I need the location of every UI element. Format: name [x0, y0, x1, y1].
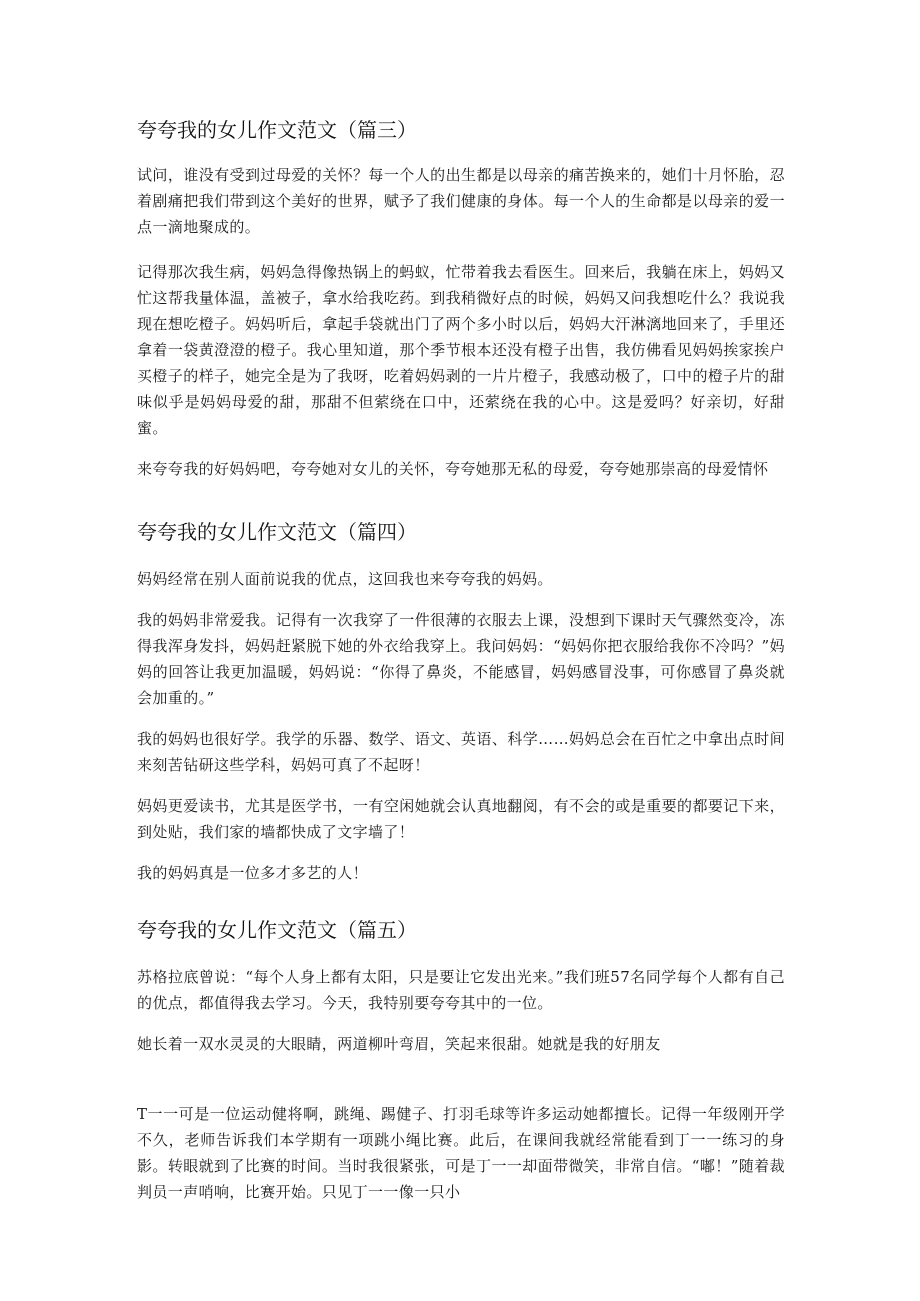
paragraph: T一一可是一位运动健将啊，跳绳、踢健子、打羽毛球等许多运动她都擅长。记得一年级刚开学不久，老师告诉我们本学期有一项跳小绳比赛。此后，在课间我就经常能看到丁一一练习的身影。转眼就到了比赛的时间。当时我很紧张，可是丁一一却面带微笑，非常自信。“嘟！”随着裁判员一声哨响，比赛开始。只见丁一一像一只小 — [137, 1105, 785, 1201]
document-body — [137, 110, 785, 1205]
paragraph: 苏格拉底曾说：“每个人身上都有太阳，只是要让它发出光来。”我们班57名同学每个人都有自己的优点，都值得我去学习。今天，我特别要夸夸其中的一位。 — [137, 968, 785, 1012]
paragraph: 她长着一双水灵灵的大眼睛，两道柳叶弯眉，笑起来很甜。她就是我的好朋友 — [137, 1035, 661, 1053]
paragraph: 我的妈妈真是一位多才多艺的人！ — [137, 864, 369, 882]
paragraph: 记得那次我生病，妈妈急得像热锅上的蚂蚁，忙带着我去看医生。回来后，我躺在床上，妈妈又忙这帮我量体温，盖被子，拿水给我吃药。到我稍微好点的时候，妈妈又问我想吃什么？我说我现在想吃橙子。妈妈听后，拿起手袋就出门了两个多小时以后，妈妈大汗淋漓地回来了，手里还拿着一袋黄澄澄的橙子。我心里知道，那个季节根本还没有橙子出售，我仿佛看见妈妈挨家挨户买橙子的样子，她完全是为了我呀，吃着妈妈剥的一片片橙子，我感动极了，口中的橙子片的甜味似乎是妈妈母爱的甜，那甜不但萦绕在口中，还萦绕在我的心中。这是爱吗？好亲切，好甜蜜。 — [137, 263, 785, 437]
paragraph: 试问，谁没有受到过母爱的关怀？每一个人的出生都是以母亲的痛苦换来的，她们十月怀胎，忍着剧痛把我们带到这个美好的世界，赋予了我们健康的身体。每一个人的生命都是以母亲的爱一点一滴地聚成的。 — [137, 166, 785, 236]
paragraph: 来夸夸我的好妈妈吧，夸夸她对女儿的关怀，夸夸她那无私的母爱，夸夸她那崇高的母爱情怀 — [137, 460, 769, 478]
section-title-3: 夸夸我的女儿作文范文（篇三） — [137, 118, 417, 142]
paragraph: 妈妈更爱读书，尤其是医学书，一有空闲她就会认真地翻阅，有不会的或是重要的都要记下来，到处贴，我们家的墙都快成了文字墙了！ — [137, 797, 785, 841]
paragraph: 我的妈妈非常爱我。记得有一次我穿了一件很薄的衣服去上课，没想到下课时天气骤然变冷，冻得我浑身发抖，妈妈赶紧脱下她的外衣给我穿上。我问妈妈：“妈妈你把衣服给我你不冷吗？”妈妈的回答让我更加温暖，妈妈说：“你得了鼻炎，不能感冒，妈妈感冒没事，可你感冒了鼻炎就会加重的。” — [137, 611, 785, 707]
paragraph: 我的妈妈也很好学。我学的乐器、数学、语文、英语、科学……妈妈总会在百忙之中拿出点时间来刻苦钻研这些学科，妈妈可真了不起呀！ — [137, 730, 785, 774]
section-title-4: 夸夸我的女儿作文范文（篇四） — [137, 520, 417, 544]
paragraph: 妈妈经常在别人面前说我的优点，这回我也来夸夸我的妈妈。 — [137, 570, 553, 588]
section-title-5: 夸夸我的女儿作文范文（篇五） — [137, 918, 417, 942]
